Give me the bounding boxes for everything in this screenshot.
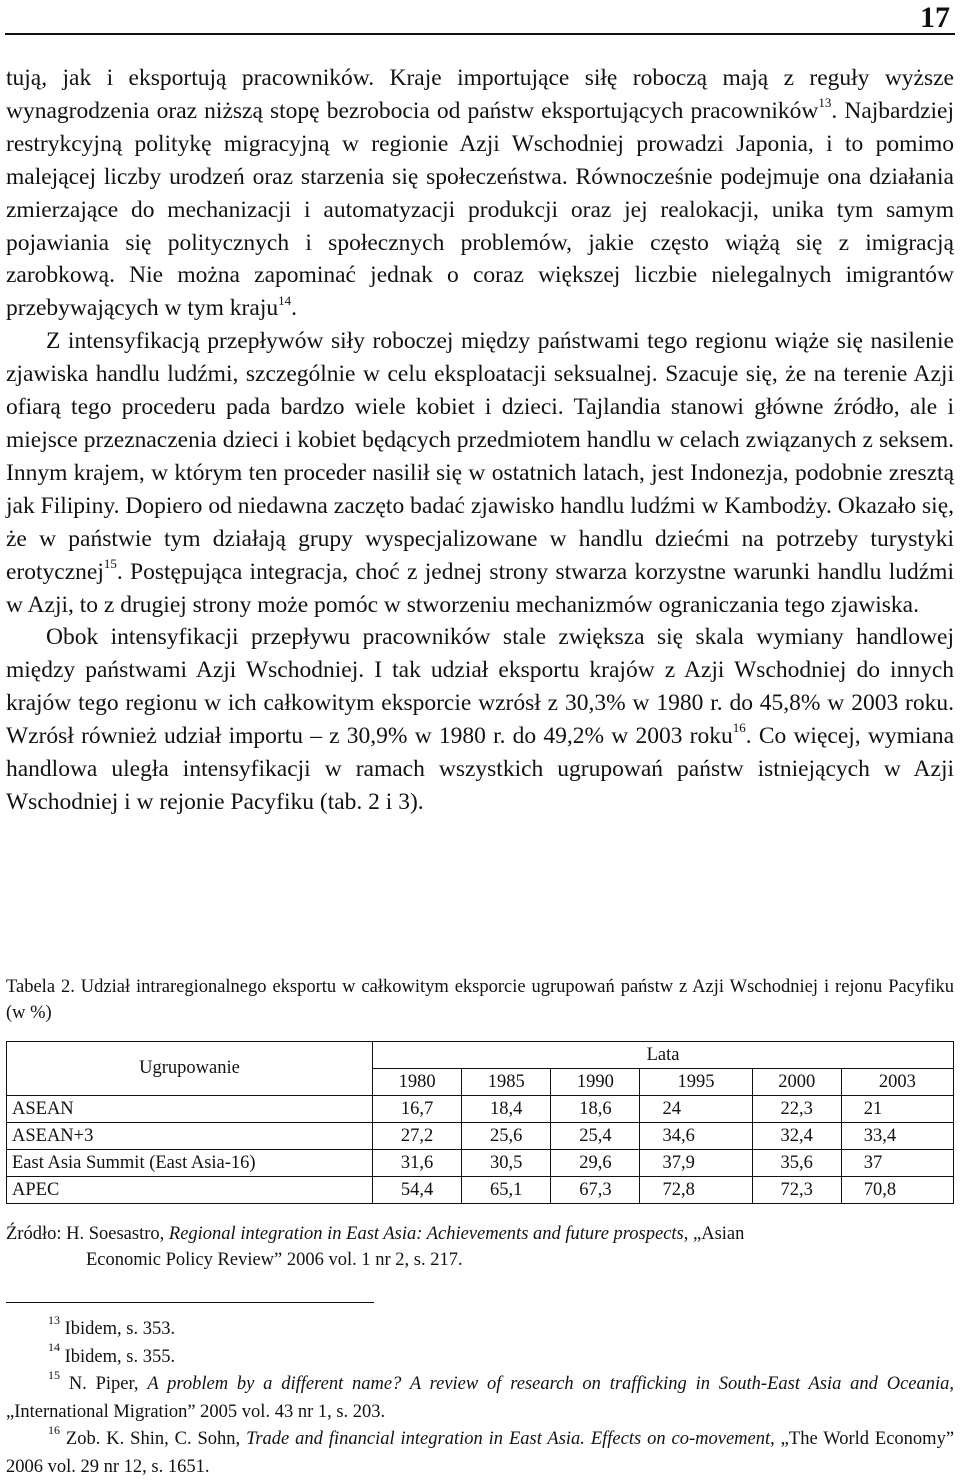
paragraph-2-text-b: . Postępująca integracja, choć z jednej strony stwarza korzystne warunki handlu ludźmi w Azji, to z drugiej strony może pomóc w stworzeniu mechanizmów ograniczania tego zjawiska. [6, 558, 954, 618]
footnote-author: N. Piper, [68, 1374, 139, 1394]
source-label: Źródło: [6, 1224, 62, 1244]
table-header-year: 1980 [373, 1069, 462, 1096]
table-source [6, 1221, 954, 1273]
table-row [7, 1150, 954, 1177]
table-cell-value: 67,3 [551, 1177, 640, 1204]
footnote-16 [6, 1422, 955, 1481]
table-cell-value: 33,4 [841, 1123, 953, 1150]
footnote-rule [6, 1302, 374, 1303]
source-title: Regional integration in East Asia: Achievements and future prospects [168, 1224, 684, 1244]
footnote-ref-15: 15 [103, 555, 117, 571]
table-cell-value: 37 [841, 1150, 953, 1177]
table-cell-value: 32,4 [752, 1123, 841, 1150]
paragraph-3-text-a: Obok intensyfikacji przepływu pracowników stale zwiększa się skala wymiany handlowej między państwami Azji Wschodniej. I tak udział eksportu krajów z Azji Wschodniej do innych krajów tego regionu w ich całkowitym eksporcie wzrósł z 30,3% w 1980 r. do 45,8% w 2003 roku. Wzrósł również udział importu – z 30,9% w 1980 r. do 49,2% w 2003 roku [6, 624, 954, 750]
paragraph-2-text-a: Z intensyfikacją przepływów siły roboczej między państwami tego regionu wiąże się nasilenie zjawiska handlu ludźmi, szczególnie w celu eksploatacji seksualnej. Szacuje się, że na terenie Azji ofiarą tego procederu pada bardzo wiele kobiet i dzieci. Tajlandia stanowi główne źródło, ale i miejsce przeznaczenia dzieci i kobiet będących przedmiotem handlu w celach związanych z seksem. Innym krajem, w którym ten proceder nasilił się w ostatnich latach, jest Indonezja, podobnie zresztą jak Filipiny. Dopiero od niedawna zaczęto badać zjawisko handlu ludźmi w Kambodży. Okazało się, że w państwie tym działają grupy wyspecjalizowane w handlu dziećmi na potrzeby turystyki erotycznej [6, 328, 954, 585]
table-cell-value: 34,6 [640, 1123, 752, 1150]
table-cell-value: 31,6 [373, 1150, 462, 1177]
footnote-title: Trade and financial integration in East Asia. Effects on co-movement [246, 1429, 771, 1449]
footnote-13 [6, 1312, 954, 1344]
paragraph-1-text-c: . [291, 295, 297, 322]
table-cell-name: ASEAN [7, 1096, 373, 1123]
table-cell-value: 29,6 [551, 1150, 640, 1177]
table-header-year: 1985 [462, 1069, 551, 1096]
table-row [7, 1096, 954, 1123]
footnote-number: 14 [48, 1340, 60, 1355]
table-cell-value: 70,8 [841, 1177, 953, 1204]
export-share-table [6, 1041, 954, 1204]
table-header-year: 1990 [551, 1069, 640, 1096]
footnote-number: 13 [48, 1312, 60, 1327]
table-cell-value: 16,7 [373, 1096, 462, 1123]
table-cell-value: 22,3 [752, 1096, 841, 1123]
table-cell-value: 18,6 [551, 1096, 640, 1123]
table-cell-value: 25,6 [462, 1123, 551, 1150]
footnote-text: Ibidem, s. 353. [64, 1319, 176, 1339]
table-cell-name: APEC [7, 1177, 373, 1204]
paragraph-3 [6, 621, 954, 818]
footnote-rest: , „The World Economy” 2006 vol. 29 nr 12, s. 1651. [6, 1429, 955, 1477]
footnote-ref-14: 14 [278, 292, 292, 308]
footnote-rest: , „International Migration” 2005 vol. 43 nr 1, s. 203. [6, 1374, 955, 1422]
table-cell-value: 25,4 [551, 1123, 640, 1150]
table-cell-value: 72,8 [640, 1177, 752, 1204]
table-header-year: 2003 [841, 1069, 953, 1096]
footnote-14 [6, 1340, 954, 1372]
paragraph-3-text-b: . Co więcej, wymiana handlowa uległa intensyfikacji w ramach wszystkich ugrupowań państw istniejących w Azji Wschodniej i w rejonie Pacyfiku (tab. 2 i 3). [6, 723, 954, 815]
footnote-number: 16 [48, 1422, 60, 1437]
header-rule [5, 33, 955, 35]
table-header-years-label: Lata [373, 1042, 954, 1069]
table-header-group: Ugrupowanie [7, 1042, 373, 1096]
source-line-2: Economic Policy Review” 2006 vol. 1 nr 2, s. 217. [86, 1250, 463, 1270]
source-journal: , „Asian [683, 1224, 745, 1244]
footnote-ref-13: 13 [818, 95, 832, 111]
table-cell-value: 24 [640, 1096, 752, 1123]
table-cell-value: 72,3 [752, 1177, 841, 1204]
table-cell-value: 37,9 [640, 1150, 752, 1177]
table-cell-name: East Asia Summit (East Asia-16) [7, 1150, 373, 1177]
table-cell-value: 18,4 [462, 1096, 551, 1123]
footnote-15 [6, 1367, 955, 1426]
page-number: 17 [920, 1, 950, 34]
footnote-title: A problem by a different name? A review of research on trafficking in South-East Asia and Oceania [147, 1374, 950, 1394]
table-header-year: 2000 [752, 1069, 841, 1096]
footnote-text: Ibidem, s. 355. [64, 1346, 176, 1367]
table-header-row-1 [7, 1042, 954, 1069]
table-cell-value: 21 [841, 1096, 953, 1123]
table-cell-value: 65,1 [462, 1177, 551, 1204]
paragraph-1 [6, 62, 954, 325]
paragraph-1-text-a: tują, jak i eksportują pracowników. Kraje importujące siłę roboczą mają z reguły wyższe wynagrodzenia oraz niższą stopę bezrobocia od państw eksportujących pracowników [6, 65, 954, 124]
footnote-number: 15 [48, 1367, 60, 1382]
footnote-author: Zob. K. Shin, C. Sohn, [65, 1429, 241, 1449]
table-cell-value: 35,6 [752, 1150, 841, 1177]
body-text [6, 62, 954, 819]
source-author: H. Soesastro, [66, 1224, 165, 1244]
paragraph-1-text-b: . Najbardziej restrykcyjną politykę migracyjną w regionie Azji Wschodniej prowadzi Japonia, i to pomimo malejącej liczby urodzeń oraz starzenia się społeczeństwa. Równocześnie podejmuje ona działania zmierzające do mechanizacji i automatyzacji produkcji oraz jej realokacji, unika tym samym pojawiania się politycznych i społecznych problemów, jakie często wiążą się z imigracją zarobkową. Nie można zapominać jednak o coraz większej liczbie nielegalnych imigrantów przebywających w tym kraju [6, 97, 954, 322]
source-line-1 [6, 1221, 954, 1247]
table-header-year: 1995 [640, 1069, 752, 1096]
footnotes [6, 1312, 955, 1481]
table-cell-value: 27,2 [373, 1123, 462, 1150]
table-row [7, 1177, 954, 1204]
table-cell-value: 30,5 [462, 1150, 551, 1177]
footnote-ref-16: 16 [732, 720, 746, 736]
table-cell-name: ASEAN+3 [7, 1123, 373, 1150]
table-caption: Tabela 2. Udział intraregionalnego eksportu w całkowitym eksporcie ugrupowań państw z Azji Wschodniej i rejonu Pacyfiku (w %) [6, 977, 954, 1023]
table-cell-value: 54,4 [373, 1177, 462, 1204]
table-row [7, 1123, 954, 1150]
paragraph-2 [6, 325, 954, 621]
